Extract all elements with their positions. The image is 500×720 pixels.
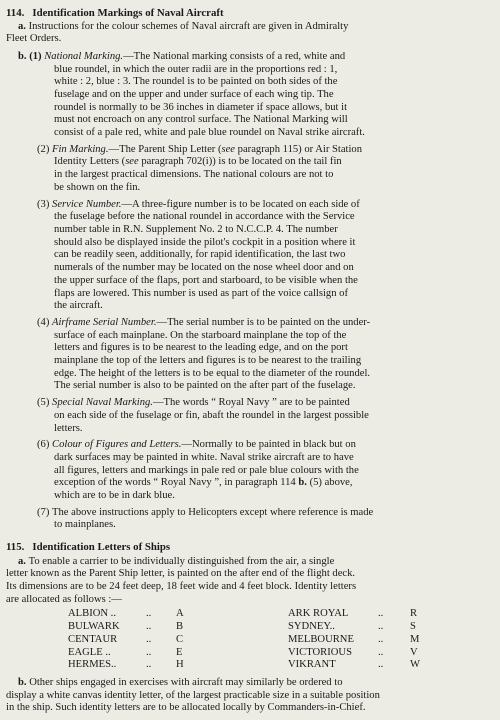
- para-115b-line-3: in the ship. Such identity letters are to be allocated locally by Commanders-in-Chief.: [6, 702, 366, 714]
- para-text: —Normally to be painted in black but on: [181, 439, 356, 451]
- ship-letter: W: [410, 659, 420, 671]
- ship-letter: M: [410, 633, 420, 645]
- ship-name: VIKRANT: [288, 659, 336, 671]
- ship-letter: C: [176, 633, 184, 645]
- para-114-2-line-1: [37, 144, 362, 156]
- para-text: paragraph 702(i)) is to be located on the tail fin: [138, 156, 342, 168]
- para-114b1-line-6: must not encroach on any control surface. The National Marking will: [54, 114, 348, 126]
- para-text: —The words “ Royal Navy ” are to be painted: [152, 397, 350, 409]
- section-115-heading: [6, 541, 170, 553]
- para-114-4-line-5: edge. The height of the letters is to be equal to the diameter of the roundel.: [54, 367, 371, 379]
- para-label: (6): [37, 439, 50, 451]
- para-115b-line-1: [18, 677, 343, 689]
- para-114-2-line-2: [54, 156, 342, 168]
- ship-name: HERMES..: [68, 659, 117, 671]
- ship-dots: ..: [146, 633, 152, 645]
- ship-name: ARK ROYAL: [288, 608, 349, 620]
- para-115a-line-4: are allocated as follows :—: [6, 593, 122, 605]
- para-114b1-line-5: roundel is normally to be 36 inches in diameter if space allows, but it: [54, 101, 348, 113]
- para-text-italic: see: [125, 156, 139, 168]
- ship-dots: ..: [146, 621, 152, 633]
- para-114-3-line-8: flaps are lowered. This number is used as part of the voice callsign of: [54, 287, 348, 299]
- para-114-4-line-6: The serial number is also to be painted on the after part of the fuselage.: [54, 380, 356, 392]
- para-title: Colour of Figures and Letters.: [52, 439, 182, 451]
- para-115a-line-3: Its dimensions are to be 24 feet deep, 18 feet wide and 4 feet block. Identity letters: [6, 580, 357, 592]
- para-114-6-line-2: dark surfaces may be painted in white. Naval strike aircraft are to have: [54, 451, 354, 463]
- para-label: b. (1): [18, 50, 42, 62]
- para-114-7-line-1: [37, 507, 373, 519]
- para-label: (5): [37, 397, 50, 409]
- ship-letter: A: [176, 608, 184, 620]
- ship-letter: V: [410, 646, 418, 658]
- para-114-6-line-1: [37, 439, 356, 451]
- para-114-6-line-3: all figures, letters and markings in pale red or pale blue colours with the: [54, 464, 359, 476]
- ship-name: EAGLE ..: [68, 646, 111, 658]
- para-114-4-line-4: mainplane the top of the letters and figures is to be nearest to the trailing: [54, 355, 362, 367]
- para-label: (3): [37, 198, 50, 210]
- para-text: The above instructions apply to Helicopters except where reference is made: [52, 506, 374, 518]
- para-114-5-line-2: on each side of the fuselage or fin, abaft the roundel in the largest possible: [54, 409, 369, 421]
- ship-dots: ..: [378, 659, 384, 671]
- para-114-4-line-1: [37, 317, 370, 329]
- para-115a-line-2: letter known as the Parent Ship letter, is painted on the after end of the flight deck.: [6, 568, 356, 580]
- para-text: —The National marking consists of a red, white and: [123, 50, 346, 62]
- para-114-7-line-2: to mainplanes.: [54, 519, 116, 531]
- para-ref: b.: [298, 477, 307, 489]
- ship-name: BULWARK: [68, 621, 120, 633]
- ship-dots: ..: [378, 633, 384, 645]
- para-text: paragraph 115) or Air Station: [235, 143, 363, 155]
- para-text: Other ships engaged in exercises with aircraft may similarly be ordered to: [29, 676, 343, 688]
- para-114-4-line-3: letters and figures is to be nearest to the leading edge, and on the port: [54, 342, 348, 354]
- section-number: 114.: [6, 6, 25, 19]
- ship-dots: ..: [378, 608, 384, 620]
- para-114-4-line-2: surface of each mainplane. On the starboard mainplane the top of the: [54, 329, 347, 341]
- section-title: Identification Markings of Naval Aircraft: [32, 6, 224, 19]
- para-115a-line-1: [18, 556, 334, 568]
- para-114-3-line-6: numerals of the number may be located on the nose wheel door and on: [54, 262, 354, 274]
- para-114b1-line-7: consist of a pale red, white and pale blue roundel on Naval strike aircraft.: [54, 127, 365, 139]
- section-number: 115.: [6, 540, 25, 553]
- para-text: exception of the words “ Royal Navy ”, in paragraph 114: [54, 477, 299, 489]
- para-114-5-line-3: letters.: [54, 422, 83, 434]
- para-114b1-line-2: blue roundel, in which the outer radii are in the proportions red : 1,: [54, 63, 338, 75]
- para-title: Service Number.: [52, 198, 122, 210]
- para-114-2-line-4: be shown on the fin.: [54, 181, 141, 193]
- para-label: (7): [37, 506, 50, 518]
- para-114b1-line-3: white : 2, blue : 3. The roundel is to be painted on both sides of the: [54, 76, 338, 88]
- ship-name: SYDNEY..: [288, 621, 335, 633]
- para-label: (4): [37, 316, 50, 328]
- ship-letter: E: [176, 646, 183, 658]
- para-text: —The Parent Ship Letter (: [108, 143, 222, 155]
- ship-letter: S: [410, 621, 416, 633]
- para-title: Fin Marking.: [52, 143, 109, 155]
- ship-dots: ..: [146, 608, 152, 620]
- ship-dots: ..: [146, 646, 152, 658]
- ship-name: ALBION ..: [68, 608, 116, 620]
- ship-name: CENTAUR: [68, 633, 118, 645]
- para-114-3-line-5: can be readily seen, additionally, for rapid identification, the last two: [54, 249, 346, 261]
- para-label: b.: [18, 676, 27, 688]
- para-text: —A three-figure number is to be located on each side of: [121, 198, 360, 210]
- section-114-heading: [6, 7, 224, 19]
- para-text: Instructions for the colour schemes of Naval aircraft are given in Admiralty: [28, 20, 349, 32]
- para-115b-line-2: display a white canvas identity letter, of the largest practicable size in a suitable position: [6, 689, 380, 701]
- ship-name: MELBOURNE: [288, 633, 354, 645]
- para-label: a.: [18, 555, 26, 567]
- para-title: Airframe Serial Number.: [52, 316, 157, 328]
- para-114-3-line-1: [37, 199, 360, 211]
- para-114a-line-2: Fleet Orders.: [6, 33, 62, 45]
- para-114a-line-1: [18, 21, 348, 33]
- ship-dots: ..: [146, 659, 152, 671]
- ship-dots: ..: [378, 621, 384, 633]
- para-114-2-line-3: in the largest practical dimensions. The national colours are not to: [54, 169, 334, 181]
- ship-dots: ..: [378, 646, 384, 658]
- para-114-3-line-7: the upper surface of the flaps, port and starboard, to be visible when the: [54, 274, 358, 286]
- section-title: Identification Letters of Ships: [32, 540, 171, 553]
- para-text: —The serial number is to be painted on the under-: [156, 316, 371, 328]
- para-114-3-line-9: the aircraft.: [54, 300, 103, 312]
- para-label: (2): [37, 143, 50, 155]
- para-title: Special Naval Marking.: [52, 397, 153, 409]
- para-114-6-line-5: which are to be in dark blue.: [54, 490, 175, 502]
- para-114-5-line-1: [37, 397, 350, 409]
- para-text: Identity Letters (: [54, 156, 126, 168]
- para-114-3-line-3: number table in R.N. Supplement No. 2 to N.C.C.P. 4. The number: [54, 223, 338, 235]
- ship-name: VICTORIOUS: [288, 646, 352, 658]
- para-114-3-line-2: the fuselage before the national roundel in accordance with the Service: [54, 211, 355, 223]
- para-text-italic: see: [221, 143, 236, 155]
- para-114-3-line-4: should also be displayed inside the pilot's cockpit in a position where it: [54, 236, 356, 248]
- ship-letter: B: [176, 621, 184, 633]
- ship-letter: R: [410, 608, 418, 620]
- para-114b1-line-1: [18, 51, 345, 63]
- para-text: To enable a carrier to be individually distinguished from the air, a single: [28, 555, 335, 567]
- para-title: National Marking.: [44, 50, 124, 62]
- para-114-6-line-4: [54, 477, 353, 489]
- para-text: (5) above,: [306, 477, 353, 489]
- para-114b1-line-4: fuselage and on the upper and under surface of each wing tip. The: [54, 89, 334, 100]
- para-label: a.: [18, 20, 26, 32]
- ship-letter: H: [176, 659, 184, 671]
